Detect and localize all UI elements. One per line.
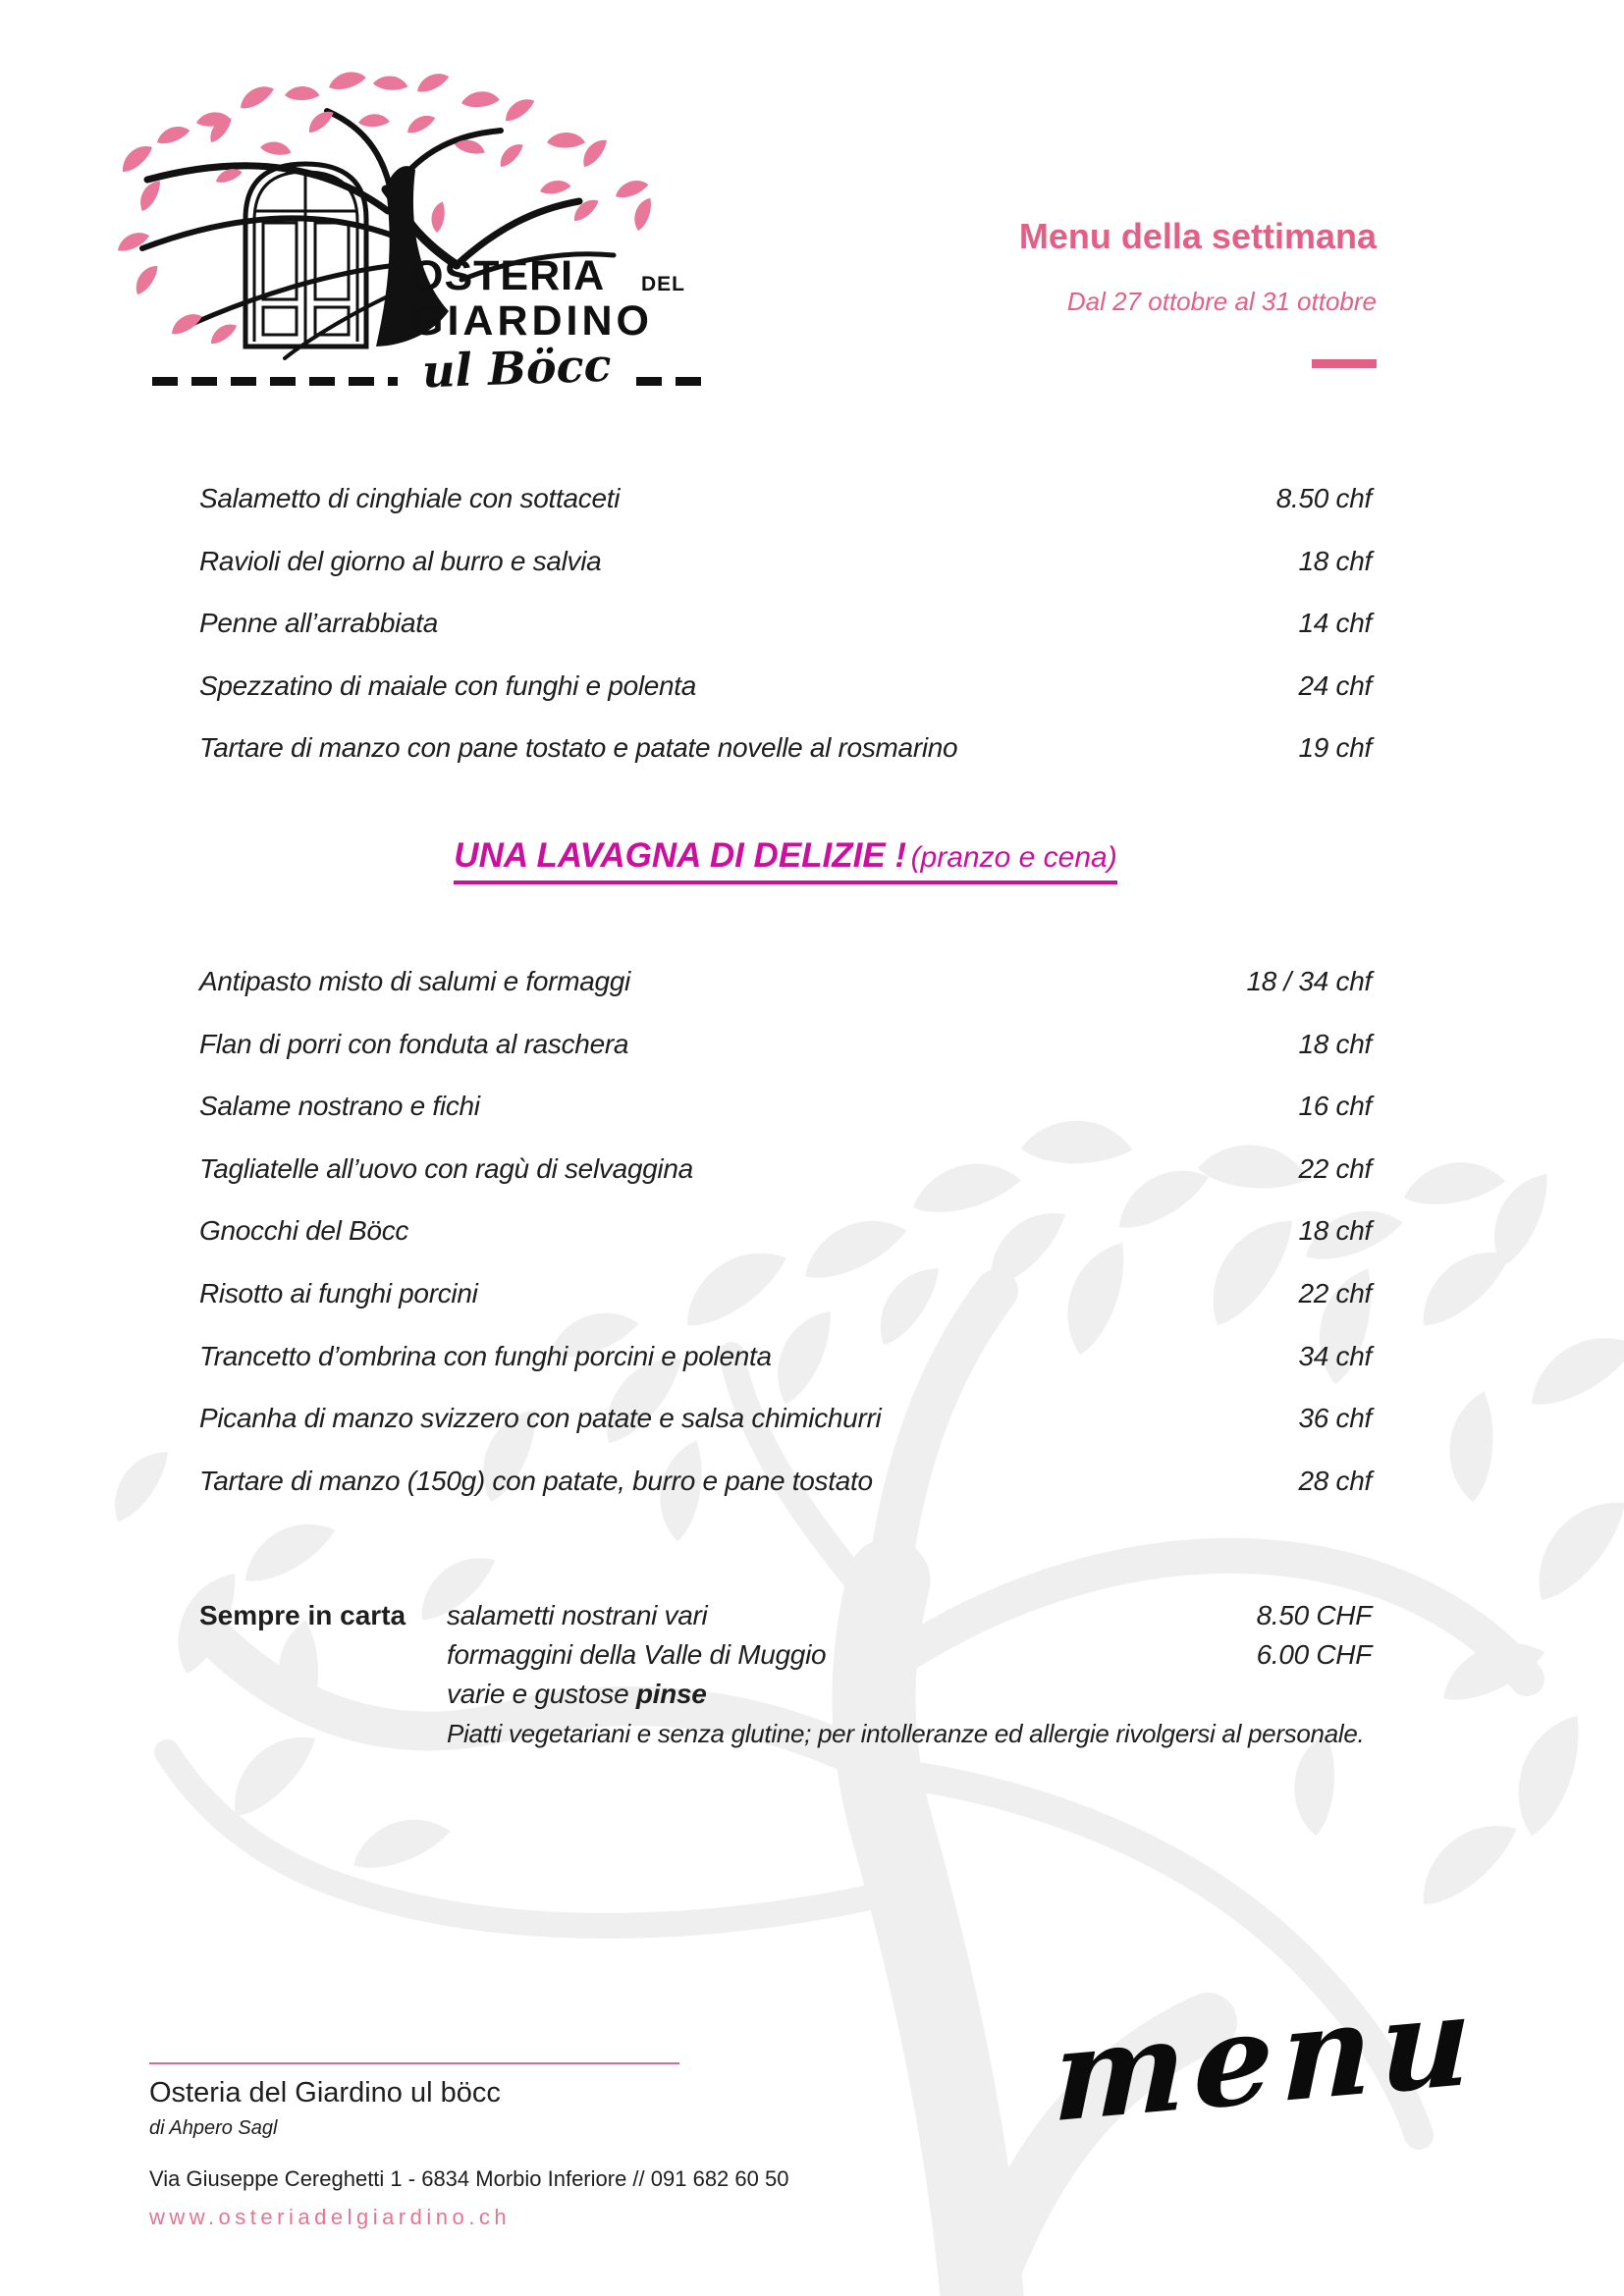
dish-name: Ravioli del giorno al burro e salvia [199, 545, 602, 576]
dash-line-left [152, 377, 398, 386]
dish-price: 18 chf [1298, 545, 1372, 576]
website-link[interactable]: www.osteriadelgiardino.ch [149, 2205, 512, 2229]
owner-name: di Ahpero Sagl [149, 2117, 278, 2139]
business-name: Osteria del Giardino ul böcc [149, 2077, 501, 2109]
dish-name: Antipasto misto di salumi e formaggi [199, 966, 630, 996]
logo-script-name: ul Böcc [421, 338, 613, 399]
dish-price: 36 chf [1298, 1403, 1372, 1434]
dish-price: 34 chf [1298, 1340, 1372, 1371]
restaurant-logo-icon [64, 54, 712, 417]
list-item [447, 1600, 1372, 1639]
dish-price: 19 chf [1298, 732, 1372, 764]
menu-item-row [199, 1278, 1372, 1341]
section-header [199, 836, 1372, 884]
section-subtitle: (pranzo e cena) [910, 841, 1117, 874]
logo-name-line1: OSTERIA [410, 252, 606, 299]
dish-name: Flan di porri con fonduta al raschera [199, 1028, 629, 1059]
lavagna-menu-list [199, 966, 1372, 1527]
item-text [447, 1679, 707, 1718]
item-text: formaggini della Valle di Muggio [447, 1639, 827, 1670]
menu-item-row [199, 1341, 1372, 1404]
page-title: Menu della settimana [1018, 216, 1377, 256]
logo-name-line1-small: DEL [641, 273, 685, 295]
dish-name: Trancetto d’ombrina con funghi porcini e polenta [199, 1340, 772, 1371]
week-menu-list [199, 483, 1372, 795]
menu-item-row [199, 608, 1372, 670]
accent-bar [1312, 359, 1377, 368]
section-title: UNA LAVAGNA DI DELIZIE ! [454, 836, 907, 875]
dish-price: 18 chf [1298, 1028, 1372, 1059]
menu-item-row [199, 670, 1372, 733]
dish-price: 22 chf [1298, 1152, 1372, 1184]
menu-item-row [199, 1466, 1372, 1528]
menu-item-row [199, 483, 1372, 546]
dish-name: Tagliatelle all’uovo con ragù di selvaggina [199, 1152, 693, 1184]
logo-name-line2: GIARDINO [410, 297, 653, 345]
item-text-bold: pinse [635, 1679, 707, 1709]
dish-price: 24 chf [1298, 669, 1372, 701]
always-on-menu-label: Sempre in carta [199, 1600, 406, 1630]
list-item [447, 1679, 1372, 1718]
dish-name: Tartare di manzo (150g) con patate, burro e pane tostato [199, 1465, 873, 1496]
menu-item-row [199, 1403, 1372, 1466]
dish-price: 28 chf [1298, 1465, 1372, 1496]
footer-divider [149, 2062, 679, 2064]
dish-name: Salametto di cinghiale con sottaceti [199, 483, 621, 513]
dish-name: Picanha di manzo svizzero con patate e salsa chimichurri [199, 1403, 882, 1434]
list-item [447, 1639, 1372, 1679]
dish-name: Spezzatino di maiale con funghi e polenta [199, 669, 697, 701]
dish-price: 18 / 34 chf [1246, 966, 1372, 996]
date-range: Dal 27 ottobre al 31 ottobre [1066, 287, 1377, 316]
menu-item-row [199, 1029, 1372, 1092]
dish-price: 14 chf [1298, 608, 1372, 639]
item-text: salametti nostrani vari [447, 1600, 708, 1630]
item-text-prefix: varie e gustose [447, 1679, 636, 1709]
dish-name: Tartare di manzo con pane tostato e patate novelle al rosmarino [199, 732, 958, 764]
dish-name: Salame nostrano e fichi [199, 1091, 480, 1122]
dish-price: 18 chf [1298, 1215, 1372, 1247]
allergy-note: Piatti vegetariani e senza glutine; per intolleranze ed allergie rivolgersi al personale. [447, 1719, 1365, 1748]
dish-name: Gnocchi del Böcc [199, 1215, 409, 1247]
menu-item-row [199, 1091, 1372, 1153]
dish-price: 22 chf [1298, 1277, 1372, 1308]
menu-item-row [199, 1153, 1372, 1216]
menu-item-row [199, 546, 1372, 609]
dish-name: Penne all’arrabbiata [199, 608, 439, 639]
dish-price: 8.50 chf [1275, 483, 1372, 513]
dash-line-right [636, 377, 705, 386]
dish-price: 16 chf [1298, 1091, 1372, 1122]
menu-item-row [199, 732, 1372, 795]
always-on-menu-list [447, 1600, 1372, 1749]
menu-script-text: menu [1052, 1965, 1481, 2152]
dish-name: Risotto ai funghi porcini [199, 1277, 478, 1308]
menu-item-row [199, 1215, 1372, 1278]
item-price: 6.00 CHF [1256, 1639, 1372, 1670]
address-line: Via Giuseppe Cereghetti 1 - 6834 Morbio Inferiore // 091 682 60 50 [149, 2166, 789, 2191]
item-price: 8.50 CHF [1256, 1600, 1372, 1630]
menu-item-row [199, 966, 1372, 1029]
